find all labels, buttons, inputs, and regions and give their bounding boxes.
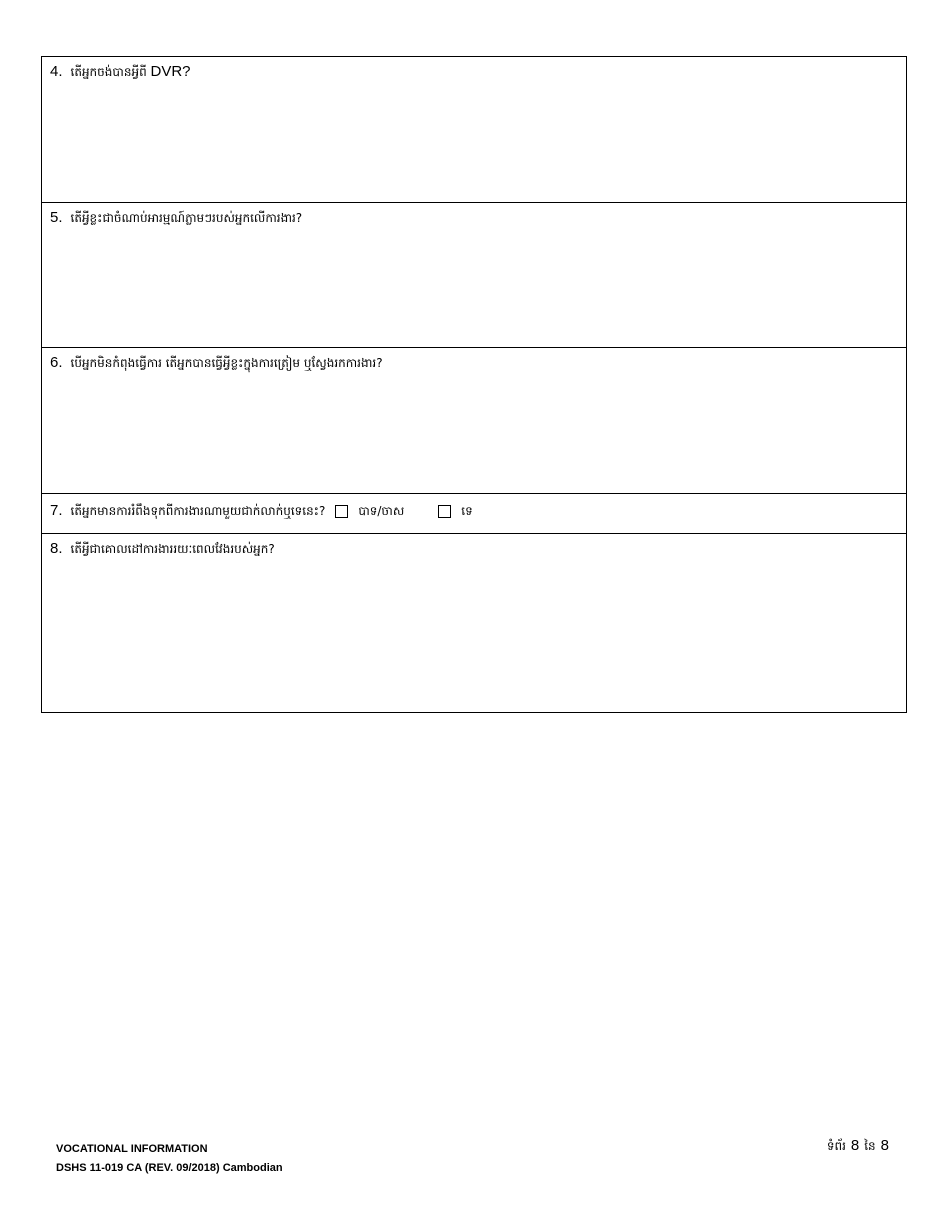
question-5-number: 5. xyxy=(50,209,63,226)
page-label-of: នៃ xyxy=(864,1139,876,1153)
question-4-text-latin: DVR? xyxy=(150,63,191,80)
question-7-text: តើអ្នកមានការរំពឹងទុកពីការងារណាមួយជាក់លាក់ឬទេនេះ? xyxy=(70,504,326,518)
footer-section-title: VOCATIONAL INFORMATION xyxy=(56,1143,208,1155)
question-8-text: តើអ្វីជាគោលដៅការងាររយៈពេលវែងរបស់អ្នក? xyxy=(70,542,275,556)
question-4-text-khmer: តើអ្នកចង់បានអ្វីពី xyxy=(70,65,147,79)
questionnaire-table xyxy=(41,56,907,713)
page-total: 8 xyxy=(880,1137,889,1154)
footer-form-id: DSHS 11-019 CA (REV. 09/2018) Cambodian xyxy=(56,1162,283,1174)
question-6-number: 6. xyxy=(50,354,63,371)
question-4-row[interactable] xyxy=(42,57,906,203)
question-7-number: 7. xyxy=(50,502,63,519)
question-7-no-checkbox[interactable] xyxy=(438,505,451,518)
question-5-row[interactable] xyxy=(42,203,906,348)
page-number xyxy=(827,1137,894,1156)
question-7-yes-checkbox[interactable] xyxy=(335,505,348,518)
question-8-number: 8. xyxy=(50,540,63,557)
question-7-row xyxy=(42,494,906,534)
page-label-prefix: ទំព័រ xyxy=(826,1139,846,1153)
question-6-text: បើអ្នកមិនកំពុងធ្វើការ តើអ្នកបានធ្វើអ្វីខ្លះក្នុងការត្រៀម ឬស្វែងរកការងារ? xyxy=(70,356,383,370)
question-6-row[interactable] xyxy=(42,348,906,494)
footer-form-info xyxy=(56,1140,283,1178)
question-8-row[interactable] xyxy=(42,534,906,712)
question-7-yes-label: បាទ/ចាស xyxy=(358,504,405,518)
page-current: 8 xyxy=(850,1137,860,1154)
question-5-text: តើអ្វីខ្លះជាចំណាប់អារម្មណ៍ភ្លាមៗរបស់អ្នកលើការងារ? xyxy=(70,211,303,225)
question-4-text xyxy=(71,63,191,81)
question-7-no-label: ទេ xyxy=(461,504,473,518)
question-4-number: 4. xyxy=(50,63,63,80)
